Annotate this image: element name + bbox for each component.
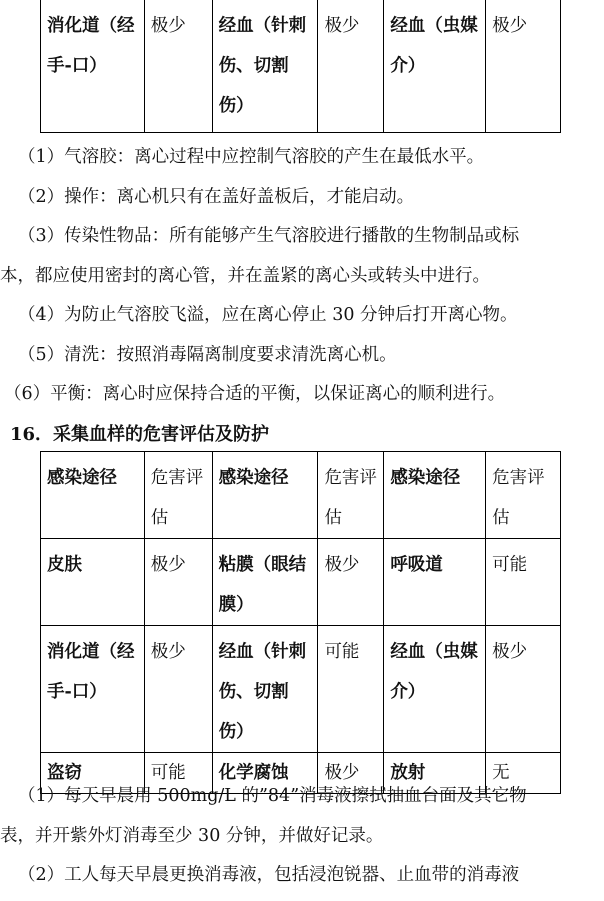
table-row: [41, 0, 561, 132]
top-table: [40, 0, 561, 133]
table-cell: 极少: [486, 626, 561, 753]
table-cell: 化学腐蚀: [212, 753, 318, 794]
table-cell: 可能: [318, 626, 384, 753]
header-cell: 危害评估: [318, 452, 384, 539]
risk-table: [40, 451, 561, 794]
paragraph-line: （2）工人每天早晨更换消毒液，包括浸泡锐器、止血带的消毒液: [18, 865, 520, 885]
table-cell: 可能: [144, 753, 212, 794]
paragraph-line: （3）传染性物品：所有能够产生气溶胶进行播散的生物制品或标: [18, 226, 520, 246]
paragraph-line: 表，并开紫外灯消毒至少 30 分钟，并做好记录。: [0, 826, 384, 846]
table-cell: 可能: [486, 539, 561, 626]
table-cell: 皮肤: [41, 539, 145, 626]
table-cell: 经血（虫媒介）: [384, 626, 486, 753]
table-header-row: [41, 452, 561, 539]
table-cell: 极少: [486, 0, 561, 132]
header-cell: 危害评估: [144, 452, 212, 539]
table-cell: 极少: [144, 539, 212, 626]
table-cell: 呼吸道: [384, 539, 486, 626]
section-heading: 16．采集血样的危害评估及防护: [10, 424, 270, 445]
header-cell: 感染途径: [41, 452, 145, 539]
paragraph-line: （1）每天早晨用 500mg/L 的”84”消毒液擦拭抽血台面及其它物: [18, 786, 527, 806]
table-cell: 极少: [318, 0, 384, 132]
table-cell: 粘膜（眼结膜）: [212, 539, 318, 626]
table-cell: 极少: [318, 753, 384, 794]
header-cell: 感染途径: [212, 452, 318, 539]
header-cell: 危害评估: [486, 452, 561, 539]
table-cell: 经血（针刺伤、切割伤）: [212, 0, 318, 132]
paragraph-line: 本，都应使用密封的离心管，并在盖紧的离心头或转头中进行。: [0, 266, 490, 286]
table-cell: 消化道（经手-口）: [41, 626, 145, 753]
table-cell: 经血（虫媒介）: [384, 0, 486, 132]
paragraph-line: （4）为防止气溶胶飞溢，应在离心停止 30 分钟后打开离心物。: [18, 305, 518, 325]
header-cell: 感染途径: [384, 452, 486, 539]
table-cell: 极少: [144, 0, 212, 132]
paragraph-line: （6）平衡：离心时应保持合适的平衡，以保证离心的顺利进行。: [4, 384, 506, 404]
table-cell: 放射: [384, 753, 486, 794]
table-cell: 无: [486, 753, 561, 794]
table-cell: 极少: [144, 626, 212, 753]
paragraph-line: （2）操作：离心机只有在盖好盖板后，才能启动。: [18, 187, 415, 207]
paragraph-line: （1）气溶胶：离心过程中应控制气溶胶的产生在最低水平。: [18, 147, 485, 167]
table-row: [41, 626, 561, 753]
table-cell: 盗窃: [41, 753, 145, 794]
table-cell: 消化道（经手-口）: [41, 0, 145, 132]
table-cell: 极少: [318, 539, 384, 626]
paragraph-line: （5）清洗：按照消毒隔离制度要求清洗离心机。: [18, 345, 397, 365]
table-row: [41, 539, 561, 626]
table-cell: 经血（针刺伤、切割伤）: [212, 626, 318, 753]
